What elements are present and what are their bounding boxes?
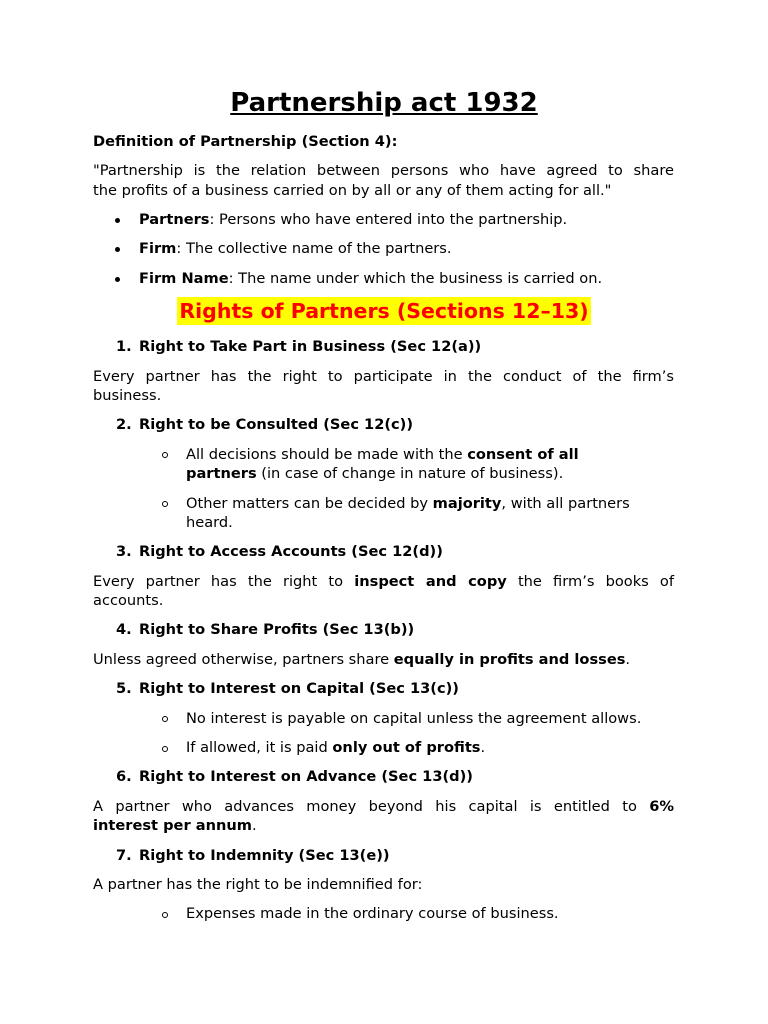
- sub-text: If allowed, it is paid: [186, 739, 333, 756]
- right-number: 5.: [116, 680, 132, 697]
- right-title: Right to Take Part in Business (Sec 12(a)): [139, 338, 482, 355]
- right-5-sub-1: No interest is payable on capital unless the agreement allows.: [186, 710, 642, 727]
- right-1-body-line1: Every partner has the right to participate in the conduct of the firm’s: [93, 368, 674, 385]
- right-3-body-line1: [93, 572, 674, 592]
- sub-bullet-icon: [162, 746, 168, 752]
- bullet-term: Partners: [139, 211, 210, 228]
- right-1-heading: [116, 337, 481, 357]
- right-number: 2.: [116, 416, 132, 433]
- right-title: Right to Share Profits (Sec 13(b)): [139, 621, 415, 638]
- sub-bullet-icon: [162, 716, 168, 722]
- definition-quote-line1: "Partnership is the relation between persons who have agreed to share: [93, 162, 674, 179]
- body-bold: interest per annum: [93, 817, 252, 834]
- body-text: A partner who advances money beyond his capital is entitled to: [93, 798, 650, 815]
- sub-bold: partners: [186, 465, 257, 482]
- sub-text: Other matters can be decided by: [186, 495, 433, 512]
- bullet-text: : The name under which the business is carried on.: [228, 270, 603, 287]
- rights-heading: [0, 296, 768, 326]
- bullet-term: Firm: [139, 240, 177, 257]
- right-4-body: [93, 650, 674, 670]
- bullet-icon: [115, 277, 120, 282]
- right-4-heading: [116, 620, 414, 640]
- right-2-heading: [116, 415, 413, 435]
- right-title: Right to Interest on Advance (Sec 13(d)): [139, 768, 473, 785]
- document-title: Partnership act 1932: [230, 88, 538, 118]
- right-3-body-line2: accounts.: [93, 592, 164, 609]
- right-6-body-line1: [93, 797, 674, 817]
- right-number: 3.: [116, 543, 132, 560]
- right-number: 6.: [116, 768, 132, 785]
- right-title: Right to Access Accounts (Sec 12(d)): [139, 543, 443, 560]
- right-number: 1.: [116, 338, 132, 355]
- definition-quote-line2: the profits of a business carried on by all or any of them acting for all.": [93, 182, 612, 199]
- right-7-sub-1: Expenses made in the ordinary course of business.: [186, 905, 559, 922]
- right-6-body-line2: [93, 816, 674, 836]
- right-title: Right to be Consulted (Sec 12(c)): [139, 416, 414, 433]
- sub-bold: majority: [432, 495, 502, 512]
- sub-bold: only out of profits: [332, 739, 481, 756]
- right-5-heading: [116, 679, 459, 699]
- right-7-body: A partner has the right to be indemnified for:: [93, 876, 423, 893]
- bullet-text: : Persons who have entered into the partnership.: [209, 211, 568, 228]
- sub-bullet-icon: [162, 912, 168, 918]
- bullet-icon: [115, 218, 120, 223]
- body-text: Unless agreed otherwise, partners share: [93, 651, 394, 668]
- right-7-heading: [116, 846, 390, 866]
- sub-text: , with all partners: [501, 495, 630, 512]
- right-number: 4.: [116, 621, 132, 638]
- body-text: .: [251, 817, 257, 834]
- body-text: the firm’s books of: [506, 573, 674, 590]
- body-bold: equally in profits and losses: [393, 651, 626, 668]
- right-title: Right to Indemnity (Sec 13(e)): [139, 847, 390, 864]
- sub-text: (in case of change in nature of business).: [256, 465, 564, 482]
- right-2-sub-2-line2: heard.: [186, 514, 233, 531]
- sub-bullet-icon: [162, 501, 168, 507]
- sub-text: .: [480, 739, 486, 756]
- bullet-text: : The collective name of the partners.: [176, 240, 452, 257]
- definition-bullet-partners: [139, 210, 679, 230]
- right-2-sub-1-line2: [186, 464, 675, 484]
- bullet-term: Firm Name: [139, 270, 229, 287]
- rights-heading-text: Rights of Partners (Sections 12–13): [179, 299, 589, 323]
- right-1-body-line2: business.: [93, 387, 162, 404]
- sub-bullet-icon: [162, 452, 168, 458]
- definition-bullet-firm: [139, 239, 679, 259]
- definition-bullet-firm-name: [139, 269, 679, 289]
- right-title: Right to Interest on Capital (Sec 13(c)): [139, 680, 459, 697]
- right-2-sub-1-line1: [186, 445, 675, 465]
- sub-text: All decisions should be made with the: [186, 446, 468, 463]
- right-2-sub-2-line1: [186, 494, 675, 514]
- body-bold: 6%: [649, 798, 674, 815]
- right-number: 7.: [116, 847, 132, 864]
- body-text: Every partner has the right to: [93, 573, 355, 590]
- right-5-sub-2: [186, 738, 675, 758]
- body-text: .: [625, 651, 631, 668]
- right-3-heading: [116, 542, 443, 562]
- body-bold: inspect and copy: [354, 573, 507, 590]
- sub-bold: consent of all: [467, 446, 579, 463]
- bullet-icon: [115, 247, 120, 252]
- definition-heading: Definition of Partnership (Section 4):: [93, 133, 398, 150]
- right-6-heading: [116, 767, 473, 787]
